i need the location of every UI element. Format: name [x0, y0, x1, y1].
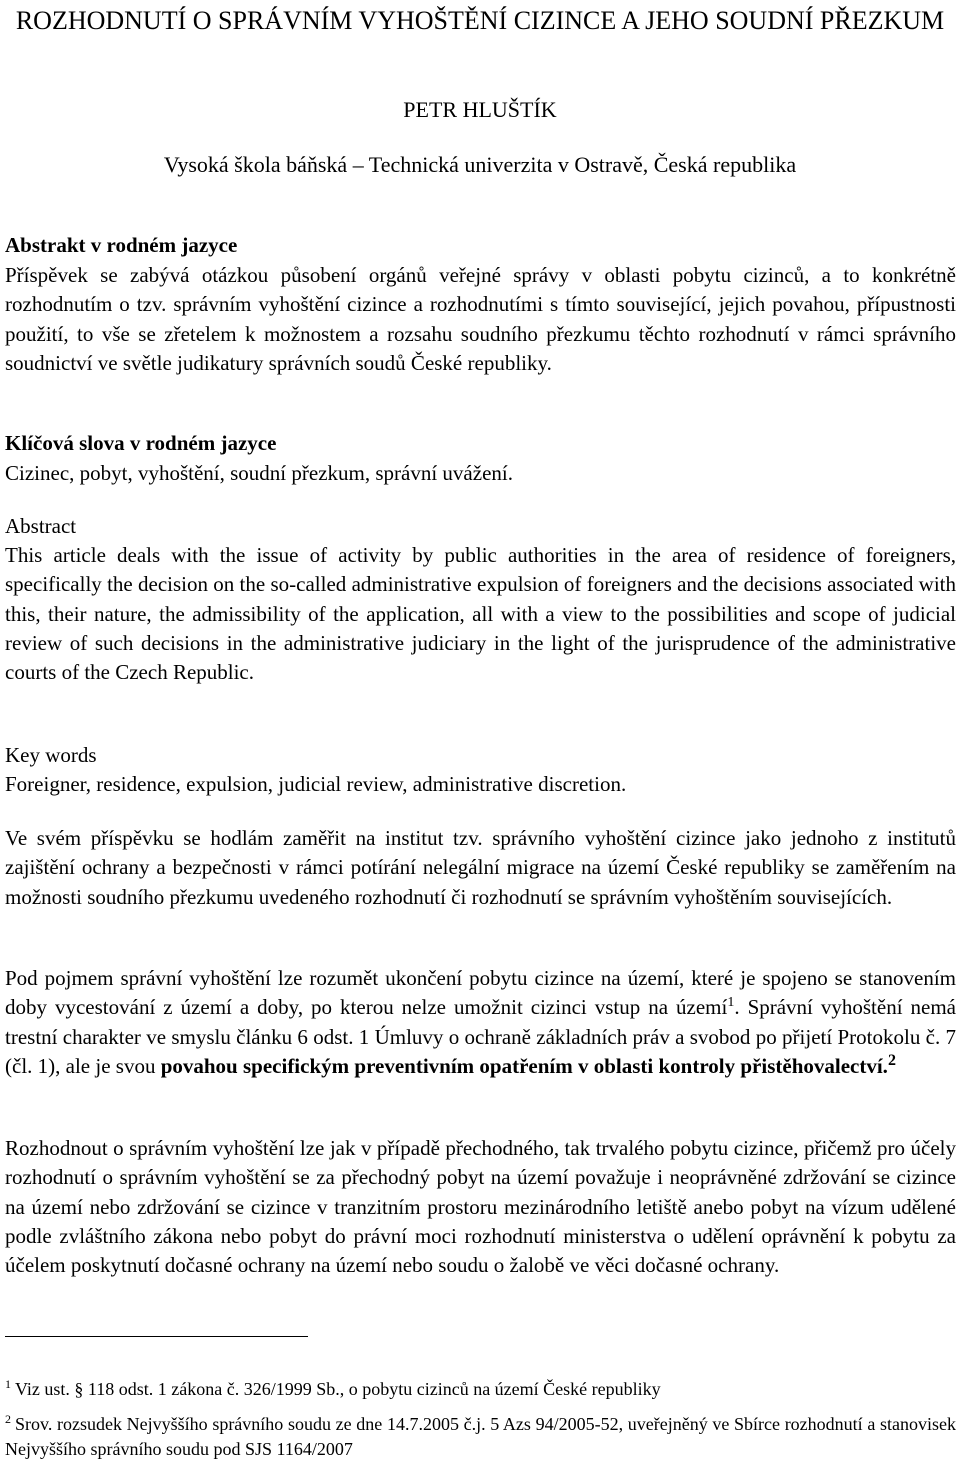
keywords-en-text: Foreigner, residence, expulsion, judicial review, administrative discretion. [5, 772, 627, 797]
author-name: PETR HLUŠTÍK [403, 97, 557, 122]
body-paragraph-2 [5, 964, 956, 1081]
abstract-en-heading: Abstract [5, 514, 77, 538]
abstract-native-heading: Abstrakt v rodném jazyce [5, 233, 238, 257]
keywords-native-text: Cizinec, pobyt, vyhoštění, soudní přezkum, správní uvážení. [5, 460, 513, 485]
footnote-2 [5, 1412, 956, 1462]
footnote-1-text: Viz ust. § 118 odst. 1 zákona č. 326/1999 Sb., o pobytu cizinců na území České republiky [15, 1379, 661, 1399]
footnote-2-number: 2 [5, 1412, 11, 1426]
footnote-separator [5, 1336, 308, 1337]
body-paragraph-1: Ve svém příspěvku se hodlám zaměřit na institut tzv. správního vyhoštění cizince jako jednoho z institutů zajištění ochrany a bezpečnosti v rámci potírání nelegální migrace na území České republiky se zaměřením na možnosti soudního přezkumu uvedeného rozhodnutí či rozhodnutí se správním vyhoštěním souvisejících. [5, 826, 956, 909]
body-paragraph-2-text-b: . Správní vyhoštění nemá trestní charakter ve smyslu článku 6 odst. 1 Úmluvy o ochraně základních práv a svobod po přijetí Protokolu č. 7 (čl. 1), ale je svou [5, 995, 956, 1078]
keywords-en-heading: Key words [5, 743, 97, 767]
body-paragraph-3: Rozhodnout o správním vyhoštění lze jak v případě přechodného, tak trvalého pobytu cizince, přičemž pro účely rozhodnutí o správním vyhoštění se za přechodný pobyt na území považuje i neoprávněné zdržování se cizince na území nebo zdržování se cizince v tranzitním prostoru mezinárodního letiště anebo pobyt na vízum udělené podle zvláštního zákona nebo pobyt do právní moci rozhodnutí ministerstva o udělení oprávnění k pobytu za účelem poskytnutí dočasné ochrany na území nebo soudu o žalobě ve věci dočasné ochrany. [5, 1136, 956, 1278]
body-paragraph-2-bold: povahou specifickým preventivním opatřením v oblasti kontroly přistěhovalectví. [160, 1053, 888, 1078]
keywords-native-section [5, 429, 956, 488]
keywords-native-heading: Klíčová slova v rodném jazyce [5, 431, 277, 455]
footnote-1 [5, 1377, 956, 1402]
footnote-1-number: 1 [5, 1377, 11, 1391]
abstract-en-section [5, 512, 956, 687]
body-paragraph-2-text-a: Pod pojmem správní vyhoštění lze rozumět ukončení pobytu cizince na území, které je spojeno se stanovením doby vycestování z území a doby, po kterou nelze umožnit cizinci vstup na území [5, 966, 956, 1020]
abstract-native-section [5, 231, 956, 379]
paper-title: ROZHODNUTÍ O SPRÁVNÍM VYHOŠTĚNÍ CIZINCE A JEHO SOUDNÍ PŘEZKUM [15, 6, 945, 35]
keywords-en-section [5, 741, 956, 799]
abstract-en-text: This article deals with the issue of activity by public authorities in the area of residence of foreigners, specifically the decision on the so-called administrative expulsion of foreigners and the decisions associated with this, their nature, the admissibility of the application, all with a view to the possibilities and scope of judicial review of such decisions in the administrative judiciary in the light of the jurisprudence of the administrative courts of the Czech Republic. [5, 543, 956, 685]
footnote-2-text: Srov. rozsudek Nejvyššího správního soudu ze dne 14.7.2005 č.j. 5 Azs 94/2005-52, uveřejněný ve Sbírce rozhodnutí a stanovisek Nejvyššího správního soudu pod SJS 1164/2007 [5, 1414, 956, 1459]
abstract-native-text: Příspěvek se zabývá otázkou působení orgánů veřejné správy v oblasti pobytu cizinců, a to konkrétně rozhodnutím o tzv. správním vyhoštění cizince a rozhodnutími s tímto související, jejich povahou, přípustnosti použití, to vše se zřetelem k možnostem a rozsahu soudního přezkumu těchto rozhodnutí v rámci správního soudnictví ve světle judikatury správních soudů České republiky. [5, 262, 956, 375]
author-affiliation: Vysoká škola báňská – Technická univerzita v Ostravě, Česká republika [163, 152, 797, 177]
footnote-ref-1: 1 [727, 995, 735, 1011]
footnote-ref-2: 2 [887, 1051, 896, 1069]
